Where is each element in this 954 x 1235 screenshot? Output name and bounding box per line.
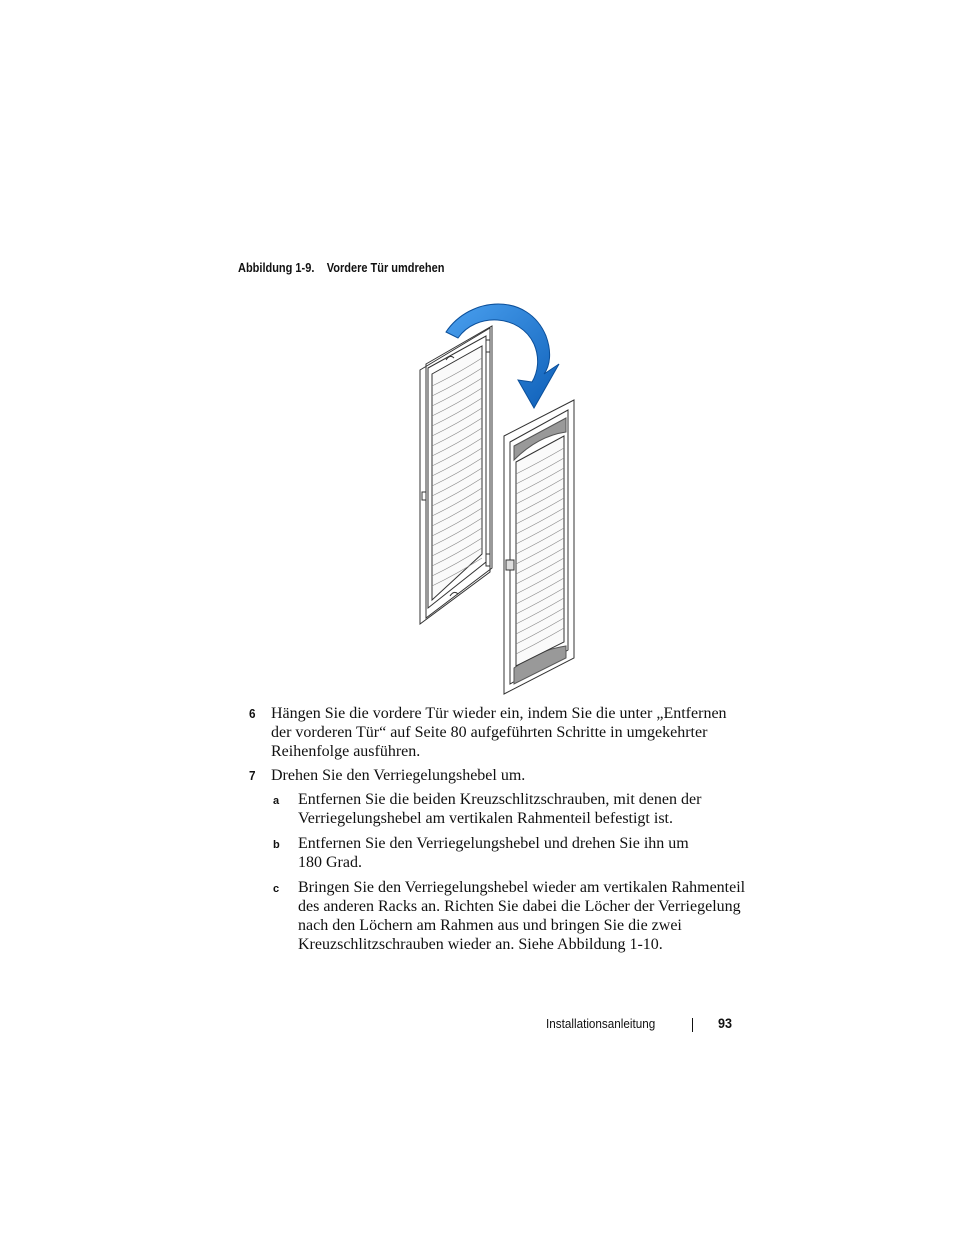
- step-number: 7: [249, 768, 256, 783]
- substep-line: Bringen Sie den Verriegelungshebel wieder am vertikalen Rahmenteil: [298, 879, 746, 896]
- substep-letter: c: [273, 883, 280, 895]
- figure-label: Abbildung 1-9.: [238, 261, 315, 275]
- page-number: 93: [718, 1015, 733, 1031]
- step-text: [271, 766, 741, 785]
- substep-line: Entfernen Sie den Verriegelungshebel und drehen Sie ihn um: [298, 835, 689, 852]
- figure-caption: [238, 261, 444, 275]
- step-line: Hängen Sie die vordere Tür wieder ein, indem Sie die unter „Entfernen: [271, 705, 727, 722]
- door-flip-illustration: [410, 296, 580, 696]
- step-line: Reihenfolge ausführen.: [271, 743, 421, 760]
- step-line: Drehen Sie den Verriegelungshebel um.: [271, 767, 526, 784]
- substep-letter: a: [273, 795, 280, 807]
- step-line: der vorderen Tür“ auf Seite 80 aufgeführten Schritte in umgekehrter: [271, 724, 708, 741]
- figure-title: Vordere Tür umdrehen: [326, 261, 445, 275]
- substep-line: nach den Löchern am Rahmen aus und bringen Sie die zwei: [298, 917, 682, 934]
- step-text: [271, 704, 741, 761]
- right-door-front: [504, 400, 574, 694]
- footer-doc-title: Installationsanleitung: [546, 1016, 656, 1031]
- substep-line: des anderen Racks an. Richten Sie dabei die Löcher der Verriegelung: [298, 898, 741, 915]
- substep-text: [298, 790, 768, 828]
- substep-letter: b: [273, 839, 280, 851]
- substep-line: Entfernen Sie die beiden Kreuzschlitzschrauben, mit denen der: [298, 791, 702, 808]
- substep-text: [298, 878, 768, 954]
- left-door-back: [420, 326, 492, 624]
- substep-line: Kreuzschlitzschrauben wieder an. Siehe Abbildung 1-10.: [298, 936, 663, 953]
- footer-separator: [692, 1018, 693, 1032]
- step-number: 6: [249, 706, 256, 721]
- substep-line: Verriegelungshebel am vertikalen Rahmenteil befestigt ist.: [298, 810, 673, 827]
- substep-line: 180 Grad.: [298, 854, 362, 871]
- substep-text: [298, 834, 768, 872]
